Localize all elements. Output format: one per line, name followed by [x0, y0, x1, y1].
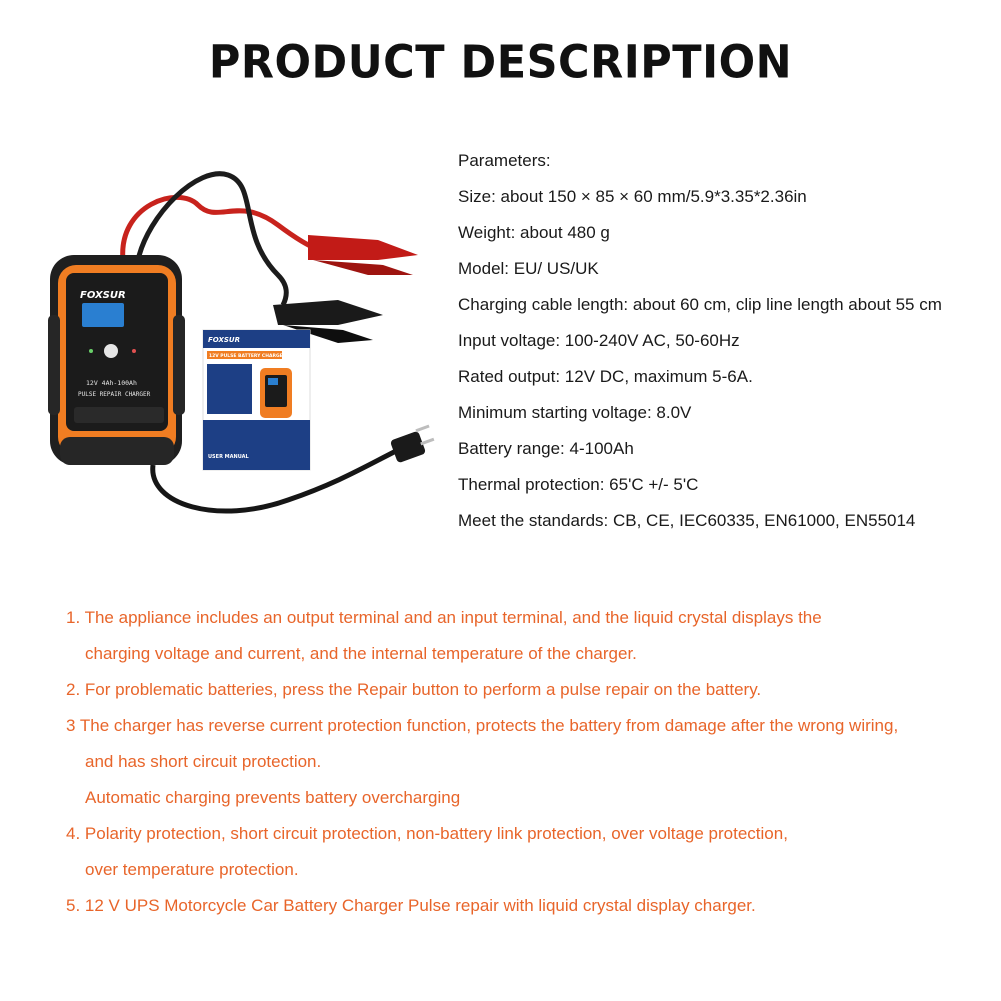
feature-item-continuation: Automatic charging prevents battery overcharging: [85, 788, 461, 807]
manual-brand: FOXSUR: [208, 336, 240, 344]
charger-brand: FOXSUR: [80, 290, 126, 301]
param-min-voltage: Minimum starting voltage: 8.0V: [458, 403, 692, 422]
param-size: Size: about 150 × 85 × 60 mm/5.9*3.35*2.36in: [458, 187, 807, 206]
param-model: Model: EU/ US/UK: [458, 259, 599, 278]
charger-device: [48, 255, 185, 465]
features-list: [66, 608, 898, 932]
param-heading: Parameters:: [458, 151, 551, 170]
user-manual-image: [203, 330, 310, 470]
feature-item: 4. Polarity protection, short circuit protection, non-battery link protection, over voltage protection,: [66, 824, 788, 843]
feature-item: 1. The appliance includes an output terminal and an input terminal, and the liquid crystal displays the: [66, 608, 822, 627]
param-weight: Weight: about 480 g: [458, 223, 610, 242]
param-battery-range: Battery range: 4-100Ah: [458, 439, 634, 458]
feature-item-continuation: over temperature protection.: [85, 860, 299, 879]
charger-name-line: PULSE REPAIR CHARGER: [78, 391, 151, 398]
ac-plug-icon: [390, 425, 435, 464]
param-input-voltage: Input voltage: 100-240V AC, 50-60Hz: [458, 331, 740, 350]
feature-item: 3 The charger has reverse current protection function, protects the battery from damage after the wrong wiring,: [66, 716, 899, 735]
feature-item-continuation: charging voltage and current, and the internal temperature of the charger.: [85, 644, 637, 663]
charger-model-line: 12V 4Ah-100Ah: [86, 379, 137, 387]
param-standards: Meet the standards: CB, CE, IEC60335, EN61000, EN55014: [458, 511, 916, 530]
parameters-list: [458, 151, 942, 547]
param-cable-length: Charging cable length: about 60 cm, clip line length about 55 cm: [458, 295, 942, 314]
feature-item-continuation: and has short circuit protection.: [85, 752, 322, 771]
manual-footer: USER MANUAL: [208, 454, 249, 460]
page-title: PRODUCT DESCRIPTION: [208, 36, 793, 90]
feature-item: 5. 12 V UPS Motorcycle Car Battery Charger Pulse repair with liquid crystal display charger.: [66, 896, 756, 915]
manual-title: 12V PULSE BATTERY CHARGER: [209, 354, 287, 359]
red-clamp-icon: [308, 235, 418, 275]
feature-item: 2. For problematic batteries, press the Repair button to perform a pulse repair on the battery.: [66, 680, 762, 699]
product-image: [38, 165, 458, 535]
param-rated-output: Rated output: 12V DC, maximum 5-6A.: [458, 367, 753, 386]
param-thermal-protection: Thermal protection: 65'C +/- 5'C: [458, 475, 699, 494]
